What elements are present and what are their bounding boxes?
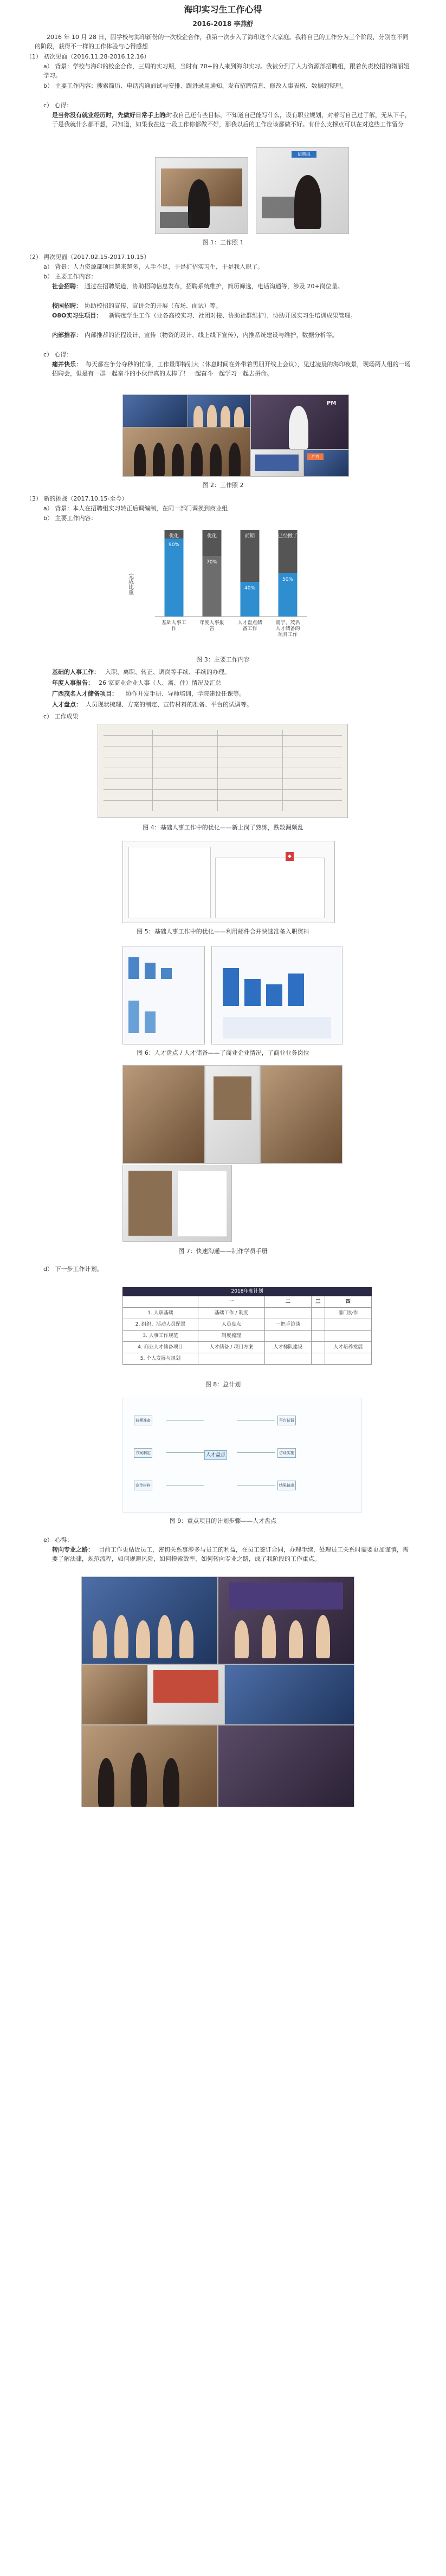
section1-reflection-bold: 是当你没有就业经历时，先做好日常手上的： <box>52 112 171 119</box>
work-content-chart <box>122 524 318 649</box>
chart-bar <box>165 538 184 617</box>
chart-segment-label: 优化 <box>169 534 179 539</box>
s2-item2-text: 协助校招的宣传、宣讲会的开展（布场、面试）等。 <box>85 302 222 309</box>
page-subtitle: 2016-2018 李燕舒 <box>192 20 254 28</box>
table-row <box>123 1308 372 1319</box>
table-row <box>123 1319 372 1331</box>
figure5-caption: 图 5：基础人事工作中的优化——利用邮件合并快速准备入职资料 <box>137 928 309 935</box>
section1-heading: （1） 初次见面（2016.11.28-2016.12.16） <box>26 53 150 60</box>
chart-category-label: 年度人事报 <box>199 620 224 626</box>
table-cell: 制度梳理 <box>198 1331 264 1342</box>
s3-item2-label: 年度人事报告： <box>52 679 94 686</box>
table-cell: 部门协作 <box>325 1308 371 1319</box>
table-cell: 基础工作 / 制度 <box>198 1308 264 1319</box>
table-cell <box>264 1353 311 1365</box>
annual-plan-table <box>122 1296 372 1365</box>
section2-heading: （2） 再次见面（2017.02.15-2017.10.15） <box>26 254 150 261</box>
table-cell: 1. 入职基础 <box>123 1308 198 1319</box>
section3-plan-label: d） 下一步工作计划。 <box>43 1266 103 1273</box>
work-photo-1a <box>155 157 248 234</box>
s2-item2-label: 校园招聘： <box>52 302 82 309</box>
section3-reflection-bold: 转向专业之路： <box>52 1546 94 1553</box>
section2-work-label: b） 主要工作内容： <box>43 273 97 280</box>
s3-item1-label: 基础的人事工作： <box>52 669 100 676</box>
mindmap-branch: 访谈实施 <box>277 1448 296 1458</box>
chart-category-label: 人才储备的 <box>275 626 300 632</box>
figure1-caption: 图 1：工作照 1 <box>202 239 244 246</box>
event-photo-2f <box>303 450 349 477</box>
talent-chart-left <box>122 946 205 1044</box>
s3-item3-label: 广西茂名人才储备项目： <box>52 690 118 697</box>
table-cell: 5. 个人发展与规划 <box>123 1353 198 1365</box>
handbook-page-4 <box>122 1165 232 1242</box>
collage-photo-7 <box>218 1725 354 1807</box>
section1-work: b） 主要工作内容：搜索简历、电话沟通面试与安排、跟进录用通知、发布招聘信息、修改人事表格、数据的整理。 <box>43 82 347 89</box>
table-cell <box>312 1353 325 1365</box>
mindmap-branch: 结果输出 <box>277 1481 296 1490</box>
table-cell: 人才梯队建设 <box>264 1342 311 1353</box>
table-row <box>123 1331 372 1342</box>
table-cell <box>325 1331 371 1342</box>
table-cell: 人才培养发展 <box>325 1342 371 1353</box>
chart-category-label: 作 <box>171 626 177 632</box>
s3-item1-text: 入职、离职、转正、调岗等手续、手续的办理。 <box>105 669 230 676</box>
table-cell <box>312 1331 325 1342</box>
intro-paragraph: 2016 年 10 月 28 日，因学校与海印新份的一次校企合作，我第一次步入了海印这个大家庭。我将自己的工作分为三个阶段，分别在不同的阶段，获得不一样的工作体验与心得感想 <box>35 34 409 50</box>
chart-category-label: 项目工作 <box>277 632 298 638</box>
group-photo-2b <box>188 394 250 428</box>
plan-header-0 <box>123 1296 198 1308</box>
collage-photo-3 <box>81 1664 147 1725</box>
section1-reflection-text: 当时我自己还有些目标，不知道自己能写什么，设有职业规划，对着写自己过了解，无从下手，于是我就什么都不想，只知道，如果我在这一段工作你都做不好，那我以后的工作应该都做不好。有什么支撑点可以在对这些工作留分 <box>52 112 411 128</box>
plan-header-4: 四 <box>325 1296 371 1308</box>
chart-category-label: 备工作 <box>242 626 257 632</box>
table-cell <box>264 1308 311 1319</box>
table-row <box>123 1342 372 1353</box>
section3-background: a） 背景：本人在招聘组实习转正后调编制，在同一部门调换到商业组 <box>43 505 228 512</box>
chart-caption: 图 3：主要工作内容 <box>196 656 250 663</box>
handbook-page-3 <box>260 1065 342 1164</box>
plan-table-title: 2018年度计划 <box>122 1287 372 1296</box>
mindmap-branch: 前期准备 <box>134 1416 152 1425</box>
collage-photo-2 <box>218 1576 354 1664</box>
plan-header-1: 一 <box>198 1296 264 1308</box>
handbook-page-2 <box>205 1065 260 1164</box>
chart-svg <box>122 524 318 649</box>
pm-banner: PM <box>327 400 337 406</box>
chart-value-label: 70% <box>206 560 218 565</box>
section1-background: a） 背景：学校与海印的校企合作，三周的实习期，当时有 70+的人来到海印实习。我被分到了人力资源部招聘组，跟着负责校招的隋丽姐学习。 <box>43 63 409 79</box>
table-cell <box>312 1319 325 1331</box>
mindmap <box>122 1398 362 1513</box>
chart-segment-label: 优化 <box>206 534 217 539</box>
recruit-sign: 招聘组 <box>292 151 316 158</box>
chart-value-label: 90% <box>168 542 180 548</box>
plan-header-3: 三 <box>312 1296 325 1308</box>
page-title: 海印实习生工作心得 <box>184 4 262 15</box>
collage-photo-5 <box>224 1664 354 1725</box>
mindmap-branch: 宣传材料 <box>134 1481 152 1490</box>
section3-heading: （3） 新的挑战（2017.10.15-至今） <box>26 495 128 502</box>
table-cell: 3. 人事工作规范 <box>123 1331 198 1342</box>
figure4-caption: 图 4：基础人事工作中的优化——新上岗子熟练，跌数漏颇乱 <box>143 824 303 831</box>
annual-plan-table-wrap <box>122 1287 372 1365</box>
figure6-caption: 图 6：人才盘点 / 人才储备——了商业企业情况，了商业业务岗位 <box>137 1049 309 1056</box>
handbook-page-1 <box>122 1065 205 1164</box>
scanned-form-image <box>98 724 348 818</box>
chart-category-label: 基础人事工 <box>161 620 186 626</box>
speaker-photo <box>250 394 349 450</box>
mail-merge-screenshot <box>122 841 335 923</box>
s3-item4-label: 人才盘点： <box>52 701 82 708</box>
table-row <box>123 1353 372 1365</box>
chart-category-label: 人才盘点储 <box>237 620 262 626</box>
group-photo-2a <box>122 394 189 428</box>
table-cell <box>264 1331 311 1342</box>
section3-reflection-label: e） 心得： <box>43 1536 73 1543</box>
s2-item1-label: 社会招聘： <box>52 283 82 290</box>
plan-header-2: 二 <box>264 1296 311 1308</box>
section3-results-label: c） 工作成果 <box>43 713 79 720</box>
section2-background: a） 背景：人力资源部项目越来越多，人手不足，于是扩招实习生，于是我入职了。 <box>43 263 264 270</box>
section2-reflection-label: c） 心得： <box>43 351 73 358</box>
chart-ylabel: 完成比重 <box>127 573 133 595</box>
table-cell <box>312 1308 325 1319</box>
section1-reflection-label: c） 心得： <box>43 102 73 109</box>
mindmap-root: 人才盘点 <box>204 1450 227 1460</box>
s2-item3-text: 新聘度学生工作（业各高校实习、社团对接、协助社群维护），协助开展实习生培训成果管理。 <box>109 312 357 319</box>
event-photo-2e <box>250 450 303 477</box>
figure7-caption: 图 7：快速沟通——制作学员手册 <box>178 1248 268 1255</box>
chart-segment-label: 前期 <box>244 534 255 539</box>
work-photo-1b <box>256 147 349 234</box>
table-cell <box>325 1319 371 1331</box>
s3-item3-text: 协作开发手册、导师培训，学院建设任课等。 <box>126 690 245 697</box>
mindmap-branch: 平台试调 <box>277 1416 296 1425</box>
table-cell <box>325 1353 371 1365</box>
red-marker: ◆ <box>286 852 294 861</box>
s2-item1-text: 通过在招聘渠道，协助招聘信息发布，招聘系统维护，简历筛选，电话沟通等，涉及 20+岗位量。 <box>85 283 344 290</box>
mindmap-branch: 方案制定 <box>134 1448 152 1458</box>
group-photo-2c <box>122 427 250 477</box>
chart-category-label: 告 <box>209 626 215 632</box>
s3-item4-text: 人员现状梳理、方案的制定、宣传材料的准备、平台的试调等。 <box>86 701 253 708</box>
section3-work-label: b） 主要工作内容： <box>43 515 97 522</box>
table-cell: 人员盘点 <box>198 1319 264 1331</box>
section3-reflection-text: 目前工作更贴近员工，密切关系事涉多与员工的利益，在员工签订合同，办理手续，处理员工关系时需要更加谨慎，需要了解法律，规范流程，如何规避风险，如何摸索效率、如何转向专业之路，成了我阶段的工作重点。 <box>52 1546 409 1562</box>
s2-item3-label: O8O实习生项目： <box>52 312 102 319</box>
chart-value-label: 50% <box>282 577 294 582</box>
figure2-caption: 图 2：工作照 2 <box>202 482 244 489</box>
ad-banner: 广告 <box>307 453 324 460</box>
s2-item4-label: 内部推荐： <box>52 332 82 339</box>
table-cell: 2. 组织、活动人员配置 <box>123 1319 198 1331</box>
table-cell: 4. 商业人才储备项目 <box>123 1342 198 1353</box>
figure8-caption: 图 8：总计划 <box>205 1381 241 1388</box>
chart-category-label: 南宁、茂名 <box>275 620 300 626</box>
section2-reflection-bold: 痛并快乐： <box>52 361 82 368</box>
collage-photo-1 <box>81 1576 218 1664</box>
talent-chart-right <box>211 946 342 1044</box>
table-cell: 人才储备 / 项目方案 <box>198 1342 264 1353</box>
chart-segment-label: 已经做了 <box>277 534 298 539</box>
table-cell <box>198 1353 264 1365</box>
table-cell <box>312 1342 325 1353</box>
collage-photo-4 <box>147 1664 224 1725</box>
s3-item2-text: 26 家商业企业人事（人、离、住）情况及汇总 <box>99 679 222 686</box>
s2-item4-text: 内部推荐的流程设计、宣传（物资的设计、线上线下宣传），内推系统建设与维护，数据分析等。 <box>85 332 338 339</box>
chart-value-label: 40% <box>244 586 256 591</box>
section2-reflection-text: 每天都在争分夺秒的忙碌，工作量即特别大（休息时间在外带着男朋开线上会议），见过凌晨的海印夜景，现场两人组的一场招聘会，但是有一群一起奋斗的小伙伴真的太棒了！一起奋斗一起学习一起去拼命。 <box>52 361 411 377</box>
collage-photo-6 <box>81 1725 218 1807</box>
figure9-caption: 图 9：重点项目的计划步骤——人才盘点 <box>169 1517 277 1524</box>
table-cell: 一把手访谈 <box>264 1319 311 1331</box>
